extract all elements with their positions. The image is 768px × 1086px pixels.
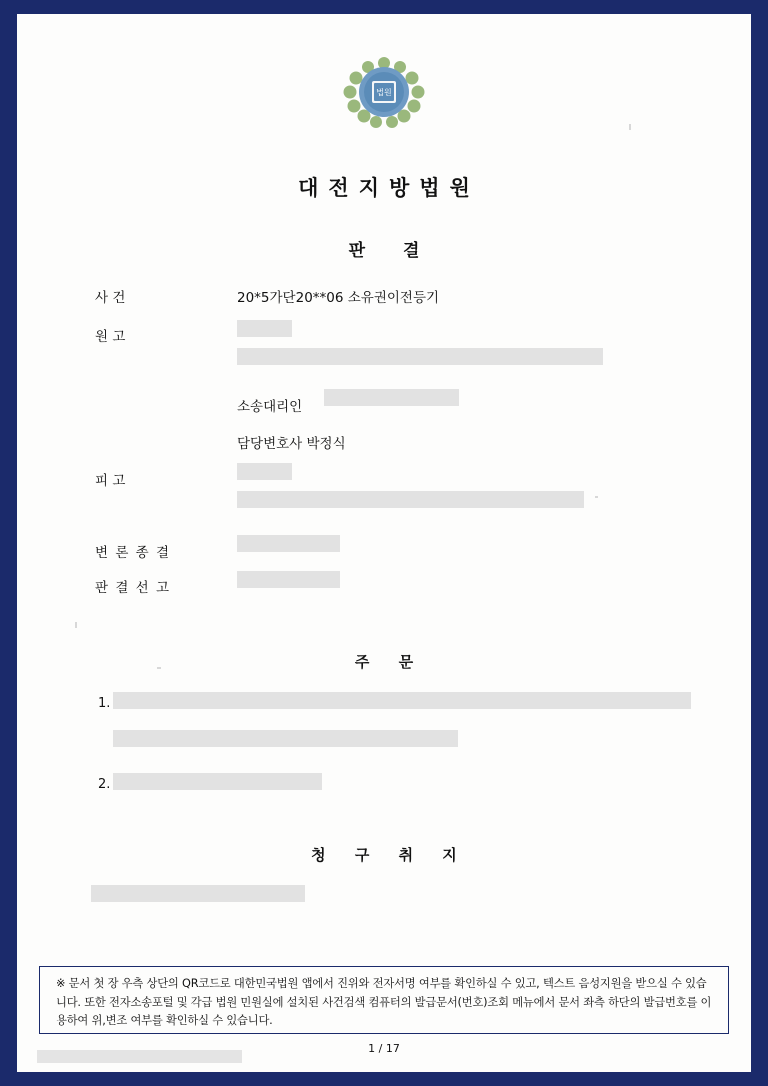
heading-order: 주 문 [354,653,426,671]
redaction-judgment-date [237,571,340,588]
court-title: 대전지방법원 [298,176,480,200]
redaction-defendant-name [237,463,292,480]
redaction-issue-number [37,1050,242,1063]
scan-artifact [629,124,631,130]
value-case: 20*5가단20**06 소유권이전등기 [237,290,440,306]
redaction-order-item-2 [113,773,322,790]
page-number: 1 / 17 [368,1042,400,1055]
redaction-plaintiff-name [237,320,292,337]
label-judgment-date-text: 판 결 선 고 [95,580,171,596]
redaction-plaintiff-address [237,348,603,365]
value-legal-agent: 소송대리인 [237,399,303,415]
redaction-claim-content [91,885,305,902]
scan-artifact [595,496,598,498]
court-emblem-icon [341,56,427,130]
footer-notice-text: ※ 문서 첫 장 우측 상단의 QR코드로 대한민국법원 앱에서 진위와 전자서명 여부를 확인하실 수 있고, 텍스트 음성지원을 받으실 수 있습니다. 또한 전자소송포털 및 각급 법원 민원실에 설치된 사건검색 컴퓨터의 발급문서(번호)조회 메뉴에서 문서 좌측 하단의 발급번호를 이용하여 위,변조 여부를 확인하실 수 있습니다. [56,977,712,1028]
redaction-order-item-1-line2 [113,730,458,747]
order-item-1-number: 1. [98,696,111,711]
redaction-closing-date [237,535,340,552]
heading-claim: 청 구 취 지 [311,846,469,864]
label-judgment-date [95,576,199,596]
order-item-2-number: 2. [98,777,111,792]
label-closing-argument [95,541,199,561]
label-defendant-text: 피 고 [95,473,126,489]
document-page [17,14,751,1072]
label-case [95,286,195,306]
scan-artifact [75,622,77,628]
footer-notice-box [39,966,729,1034]
redaction-legal-agent [324,389,459,406]
label-plaintiff-text: 원 고 [95,329,126,345]
label-plaintiff [95,325,195,345]
svg-text:법원: 법원 [376,88,392,97]
label-case-text: 사 건 [95,290,126,306]
redaction-defendant-address [237,491,584,508]
label-defendant [95,469,195,489]
label-closing-argument-text: 변 론 종 결 [95,545,171,561]
redaction-order-item-1-line1 [113,692,691,709]
document-type-title: 판결 [348,241,458,261]
value-attorney: 담당변호사 박정식 [237,436,346,452]
